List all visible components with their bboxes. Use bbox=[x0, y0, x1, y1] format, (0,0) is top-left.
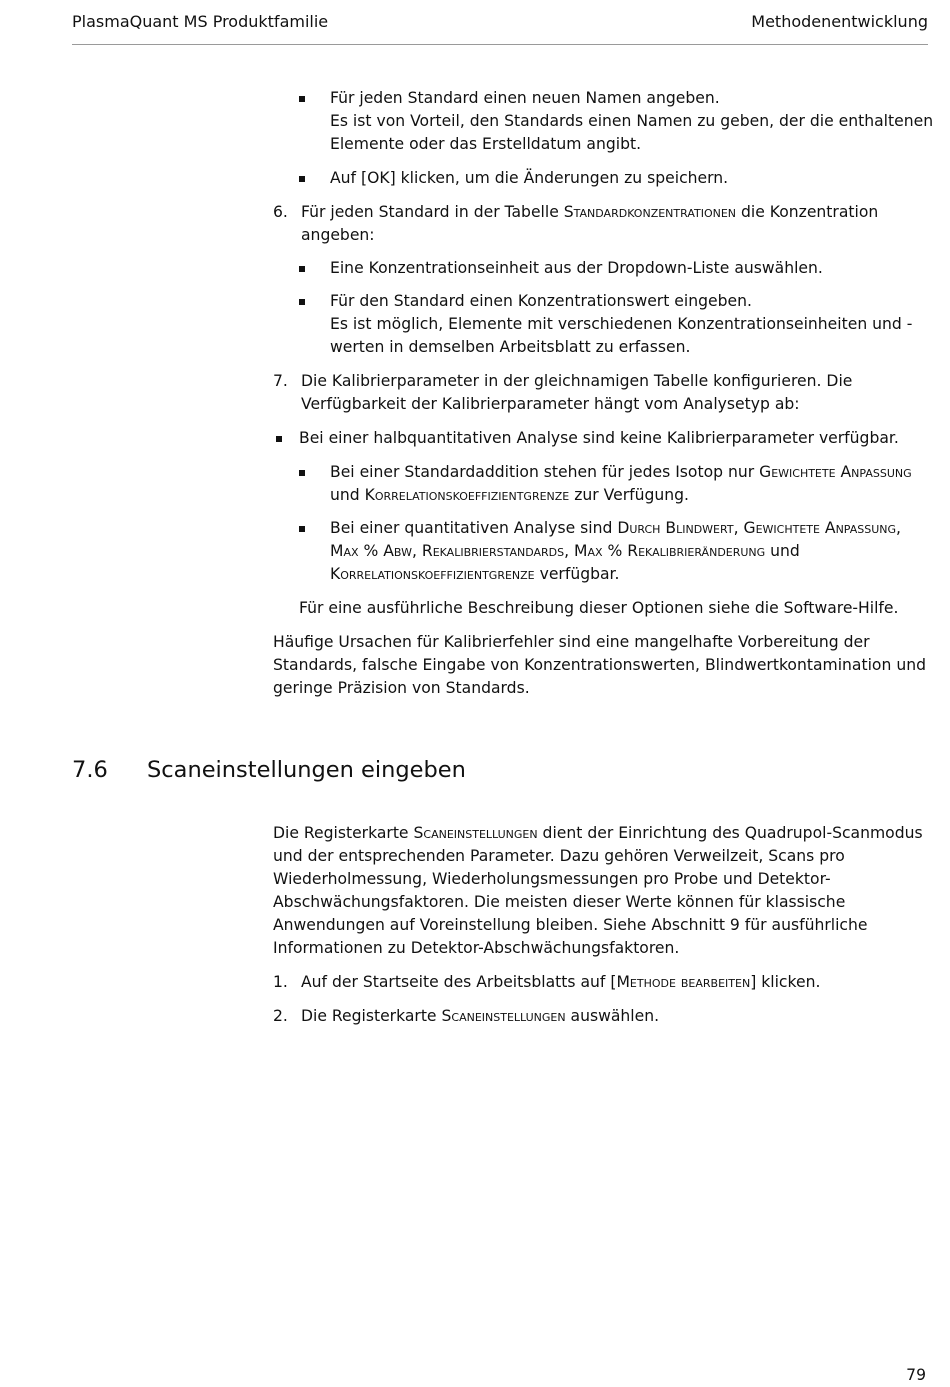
header-chapter: Methodenentwicklung bbox=[751, 12, 928, 31]
step-text: Die Kalibrierparameter in der gleichnamigen Tabelle konfigurieren. Die bbox=[301, 372, 853, 390]
step-number: 2. bbox=[273, 1007, 288, 1025]
button-name-methode-bearbeiten: Methode bearbeiten bbox=[616, 973, 751, 991]
bullet-text bbox=[330, 517, 901, 540]
section-title: Scaneinstellungen eingeben bbox=[147, 757, 466, 783]
bullet-text: Für jeden Standard einen neuen Namen angeben. bbox=[330, 89, 720, 107]
step-text-continuation: Verfügbarkeit der Kalibrierparameter hängt vom Analysetyp ab: bbox=[301, 395, 800, 413]
param-max-abw: Max % Abw bbox=[330, 542, 412, 560]
bullet-square-icon bbox=[299, 470, 305, 476]
step-text bbox=[301, 971, 820, 994]
step-text bbox=[301, 1005, 659, 1028]
bullet-square-icon bbox=[299, 526, 305, 532]
bullet-text: Bei einer halbquantitativen Analyse sind keine Kalibrierparameter verfügbar. bbox=[299, 429, 899, 447]
text-part: und bbox=[765, 542, 800, 560]
step-text-part: Für jeden Standard in der Tabelle bbox=[301, 203, 564, 221]
param-rekalibrierstandards: Rekalibrierstandards bbox=[421, 542, 565, 560]
tab-name-scaneinstellungen: Scaneinstellungen bbox=[413, 824, 538, 842]
text-part: Die Registerkarte bbox=[273, 824, 414, 842]
software-help-note: Für eine ausführliche Beschreibung dieser Optionen siehe die Software-Hilfe. bbox=[299, 599, 899, 617]
bullet-text-continuation: Es ist von Vorteil, den Standards einen Namen zu geben, der die enthaltenen bbox=[330, 112, 934, 130]
bullet-text-continuation bbox=[330, 484, 689, 507]
text-part: , bbox=[896, 519, 901, 537]
section-number: 7.6 bbox=[72, 757, 108, 783]
paragraph-line: Anwendungen auf Voreinstellung bleiben. Siehe Abschnitt 9 für ausführliche bbox=[273, 916, 868, 934]
param-gewichtete-anpassung: Gewichtete Anpassung bbox=[743, 519, 897, 537]
text-part: , bbox=[733, 519, 744, 537]
paragraph-line: Häufige Ursachen für Kalibrierfehler sind eine mangelhafte Vorbereitung der bbox=[273, 633, 870, 651]
step-text-continuation: angeben: bbox=[301, 226, 375, 244]
paragraph-line: und der entsprechenden Parameter. Dazu gehören Verweilzeit, Scans pro bbox=[273, 847, 845, 865]
step-text bbox=[301, 201, 878, 224]
param-gewichtete-anpassung: Gewichtete Anpassung bbox=[759, 463, 912, 481]
text-part: ] klicken. bbox=[750, 973, 821, 991]
param-durch-blindwert: Durch Blindwert bbox=[617, 519, 734, 537]
text-part: zur Verfügung. bbox=[569, 486, 690, 504]
bullet-text-continuation: werten in demselben Arbeitsblatt zu erfassen. bbox=[330, 338, 691, 356]
bullet-text-continuation: Es ist möglich, Elemente mit verschiedenen Konzentrationseinheiten und - bbox=[330, 315, 913, 333]
bullet-text: Für den Standard einen Konzentrationswert eingeben. bbox=[330, 292, 752, 310]
bullet-text bbox=[330, 461, 912, 484]
text-part: auswählen. bbox=[565, 1007, 660, 1025]
bullet-square-icon bbox=[276, 436, 282, 442]
page-header bbox=[72, 12, 928, 45]
bullet-text-continuation bbox=[330, 563, 620, 586]
param-korrelationskoeffizientgrenze: Korrelationskoeffizientgrenze bbox=[364, 486, 570, 504]
text-part: Auf der Startseite des Arbeitsblatts auf [ bbox=[301, 973, 617, 991]
bullet-square-icon bbox=[299, 299, 305, 305]
paragraph-line: Abschwächungsfaktoren. Die meisten dieser Werte können für klassische bbox=[273, 893, 846, 911]
text-part: verfügbar. bbox=[534, 565, 620, 583]
bullet-text-continuation: Elemente oder das Erstelldatum angibt. bbox=[330, 135, 642, 153]
bullet-text: Eine Konzentrationseinheit aus der Dropdown-Liste auswählen. bbox=[330, 259, 823, 277]
param-max-rekalibrieraenderung: Max % Rekalibrieränderung bbox=[574, 542, 766, 560]
step-number: 1. bbox=[273, 973, 288, 991]
param-korrelationskoeffizientgrenze: Korrelationskoeffizientgrenze bbox=[330, 565, 535, 583]
tab-name-scaneinstellungen: Scaneinstellungen bbox=[441, 1007, 566, 1025]
text-part: , bbox=[411, 542, 422, 560]
paragraph-line: Wiederholmessung, Wiederholungsmessungen pro Probe und Detektor- bbox=[273, 870, 831, 888]
paragraph-line bbox=[273, 822, 923, 845]
header-product-family: PlasmaQuant MS Produktfamilie bbox=[72, 12, 329, 31]
bullet-square-icon bbox=[299, 176, 305, 182]
page-number: 79 bbox=[906, 1366, 926, 1384]
bullet-text-continuation bbox=[330, 540, 800, 563]
text-part: Bei einer quantitativen Analyse sind bbox=[330, 519, 618, 537]
table-name-standardkonzentrationen: Standardkonzentrationen bbox=[563, 203, 737, 221]
bullet-text: Auf [OK] klicken, um die Änderungen zu speichern. bbox=[330, 169, 729, 187]
step-number: 6. bbox=[273, 203, 288, 221]
text-part: Die Registerkarte bbox=[301, 1007, 442, 1025]
paragraph-line: Informationen zu Detektor-Abschwächungsfaktoren. bbox=[273, 939, 680, 957]
paragraph-line: Standards, falsche Eingabe von Konzentrationswerten, Blindwertkontamination und bbox=[273, 656, 926, 674]
bullet-square-icon bbox=[299, 266, 305, 272]
step-text-part: die Konzentration bbox=[736, 203, 879, 221]
bullet-square-icon bbox=[299, 96, 305, 102]
text-part: und bbox=[330, 486, 365, 504]
paragraph-line: geringe Präzision von Standards. bbox=[273, 679, 530, 697]
step-number: 7. bbox=[273, 372, 288, 390]
text-part: Bei einer Standardaddition stehen für jedes Isotop nur bbox=[330, 463, 760, 481]
text-part: , bbox=[564, 542, 575, 560]
text-part: dient der Einrichtung des Quadrupol-Scanmodus bbox=[537, 824, 923, 842]
